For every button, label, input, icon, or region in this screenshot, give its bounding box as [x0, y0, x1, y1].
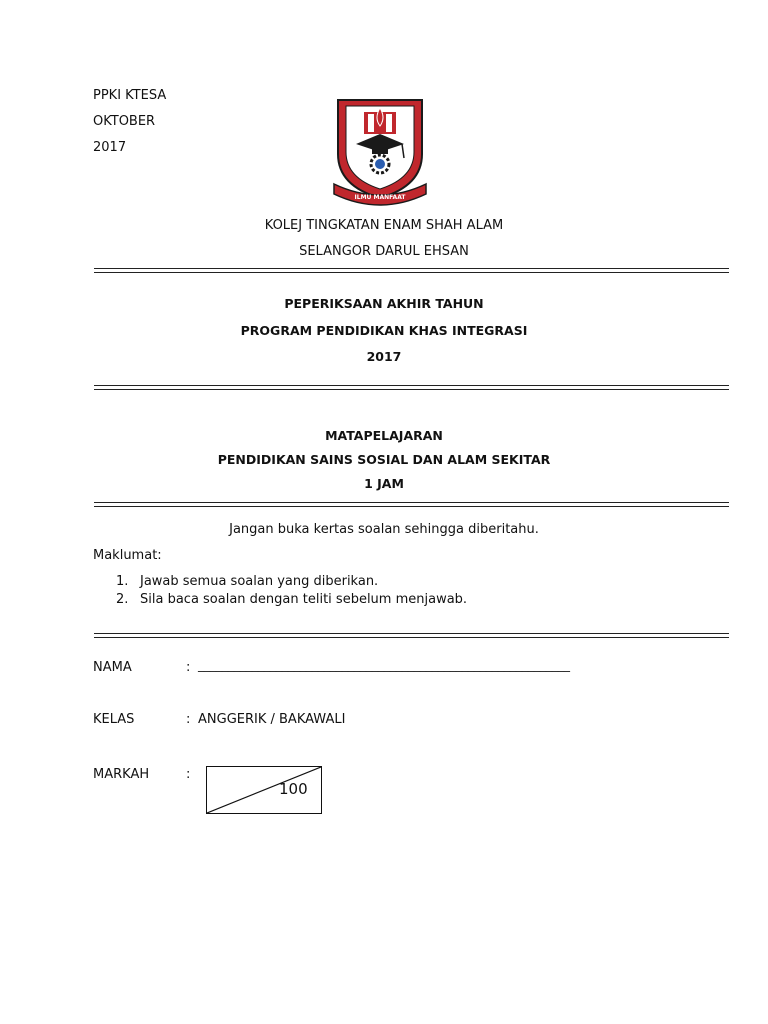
- header-line-year: 2017: [93, 140, 127, 155]
- divider: [94, 268, 729, 269]
- mark-total: 100: [279, 780, 308, 798]
- mark-label: MARKAH: [93, 767, 150, 782]
- divider: [94, 389, 729, 390]
- instruction-item-num: 1.: [116, 574, 129, 589]
- divider: [94, 637, 729, 638]
- subject-duration: 1 JAM: [364, 476, 404, 491]
- divider: [94, 506, 729, 507]
- instruction-warning: Jangan buka kertas soalan sehingga diberitahu.: [229, 522, 539, 537]
- name-blank-line[interactable]: ______________________________________________________________: [198, 658, 570, 672]
- subject-name: PENDIDIKAN SAINS SOSIAL DAN ALAM SEKITAR: [217, 452, 551, 467]
- instruction-item-text: Jawab semua soalan yang diberikan.: [140, 574, 379, 589]
- class-value: ANGGERIK / BAKAWALI: [198, 712, 346, 727]
- subject-heading: MATAPELAJARAN: [325, 428, 443, 443]
- info-label: Maklumat:: [93, 548, 162, 563]
- header-line-ppki: PPKI KTESA: [93, 88, 167, 103]
- name-colon: :: [186, 660, 191, 675]
- mark-colon: :: [186, 767, 191, 782]
- svg-text:ILMU MANFAAT: ILMU MANFAAT: [354, 194, 406, 201]
- divider: [94, 272, 729, 273]
- school-state: SELANGOR DARUL EHSAN: [299, 244, 469, 259]
- divider: [94, 502, 729, 503]
- class-label: KELAS: [93, 712, 135, 727]
- instruction-item-num: 2.: [116, 592, 129, 607]
- header-line-month: OKTOBER: [93, 114, 156, 129]
- divider: [94, 633, 729, 634]
- school-crest-logo: [330, 94, 430, 216]
- exam-year: 2017: [366, 349, 402, 364]
- exam-title: PEPERIKSAAN AKHIR TAHUN: [284, 296, 484, 311]
- divider: [94, 385, 729, 386]
- mark-box[interactable]: [206, 766, 322, 814]
- instruction-item-text: Sila baca soalan dengan teliti sebelum menjawab.: [140, 592, 468, 607]
- school-name: KOLEJ TINGKATAN ENAM SHAH ALAM: [264, 218, 504, 233]
- name-label: NAMA: [93, 660, 132, 675]
- class-colon: :: [186, 712, 191, 727]
- exam-program: PROGRAM PENDIDIKAN KHAS INTEGRASI: [240, 323, 528, 338]
